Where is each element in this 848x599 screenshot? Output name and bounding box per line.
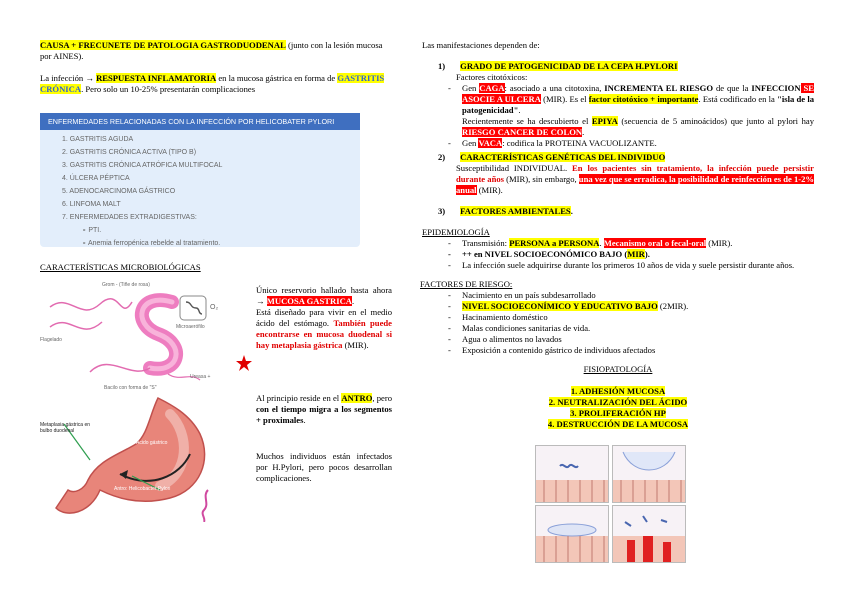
risk-item-socioeconomic [422,301,814,312]
antro-text-a: Al principio reside en el [256,393,342,403]
reinfection-highlight: una vez que se erradica, la posibilidad de reinfección es de 1-2% anual [456,174,815,195]
section-1-title: GRADO DE PATOGENICIDAD DE LA CEPA H.PYLORI [460,61,678,71]
section-genetics [422,152,814,196]
mucosa-highlight: MUCOSA GASTRICA [266,296,352,306]
section-2-number: 2) [438,152,446,162]
microaerofilo-label: Microaerófilo [176,324,205,330]
genetics-paragraph [422,163,814,196]
diagram-step-3 [535,505,609,563]
infection-text-c: . Pero solo un 10-25% presentarán complicaciones [81,84,256,94]
diagram-1-drawing [536,446,608,502]
section-3-number: 3) [438,206,446,216]
caga-text-b: : asociado a una citotoxina, [504,83,605,93]
socioeconomic-text-c: ). [644,249,650,259]
socioeconomic-item [422,249,814,260]
disease-subitem: ∘ Anemia ferropénica rebelde al tratamiento. [82,240,221,248]
reservoir-text-c: Está diseñado para vivir en el medio ácido del estómago. [256,307,392,328]
genetics-text-a: Susceptibilidad INDIVIDUAL. [456,163,573,173]
cause-rest: (junto con la lesión mucosa por AINES). [40,40,383,61]
inflammatory-highlight: RESPUESTA INFLAMATORIA [96,73,217,83]
antro-text-b: , pero [372,393,392,403]
disease-subitem: ∘ PTI. [82,227,102,235]
diagram-3-drawing [536,506,608,562]
section-pathogenicity [422,61,814,149]
reservoir-text-a: Único reservorio hallado hasta ahora → [256,285,392,306]
disease-item: 7. ENFERMEDADES EXTRADIGESTIVAS: [62,214,197,222]
disease-item: 2. GASTRITIS CRÓNICA ACTIVA (TIPO B) [62,149,197,157]
reservoir-text-b: . [351,296,355,306]
ulcer-highlight: SE ASOCIE A ULCERA [462,83,814,104]
bacilo-label: Bacilo con forma de "S" [104,385,157,391]
pathogenicity-island: "isla de la patogenicidad" [462,94,815,115]
epiya-text-b: (secuencia de 5 aminoácidos) que junto al pylori hay [617,116,814,126]
bacillus-illustration [40,282,240,394]
diseases-list [40,130,360,250]
epiya-text-a: Recientemente se ha descubierto el [462,116,592,126]
diagram-step-2 [612,445,686,503]
section-2-title-line [422,152,814,163]
diagram-2-drawing [613,446,685,502]
person-highlight: PERSONA a PERSONA [509,238,600,248]
risk-item: - Nacimiento en un país subdesarrollado [422,290,814,301]
stomach-illustration [40,394,238,522]
cause-paragraph [40,40,392,62]
risk-item: - Hacinamiento doméstico [422,312,814,323]
fisio-step: 3. PROLIFERACIÓN HP [570,408,666,418]
section-3-title: FACTORES AMBIENTALES [460,206,571,216]
section-3-tail: . [570,206,573,216]
colon-cancer-highlight: RIESGO CANCER DE COLON [462,127,583,137]
o2-label: O₂ [210,304,219,311]
metaplasia-label: Metaplasia gástrica en bulbo duodenal [40,422,91,434]
oral-fecal-highlight: Mecanismo oral o fecal-oral [603,238,707,248]
infected-paragraph: Muchos individuos están infectados por H.Pylori, pero pocos desarrollan complicaciones. [256,451,392,483]
risk-item: - Agua o alimentos no lavados [422,334,814,345]
fisiopatologia-list [422,386,814,430]
transmission-item [422,238,814,249]
flagelado-label: Flagelado [40,337,62,343]
risk-title: FACTORES DE RIESGO: [420,279,513,289]
socioeconomic-highlight: NIVEL SOCIOECONÍMICO Y EDUCATIVO BAJO [462,301,658,311]
risk-item: - Malas condiciones sanitarias de vida. [422,323,814,334]
risk-section [422,279,814,356]
risk-item: - Exposición a contenido gástrico de individuos afectados [422,345,814,356]
infection-text-b: en la mucosa gástrica en forma de [216,73,338,83]
fisio-step: 2. NEUTRALIZACIÓN DEL ÁCIDO [548,397,688,407]
transmission-text-c: (MIR). [706,238,733,248]
cytotoxic-list [422,83,814,149]
disease-item: 6. LINFOMA MALT [62,201,121,209]
reservoir-text-d: (MIR). [342,340,369,350]
vaca-text-b: : codifica la PROTEINA VACUOLIZANTE. [502,138,657,148]
infancy-item: - La infección suele adquirirse durante los primeros 10 años de vida y suele persistir durante años. [422,260,814,271]
vaca-text-a: Gen [462,138,479,148]
disease-item: 1. GASTRITIS AGUDA [62,136,134,144]
cytotoxic-factors-label: Factores citotóxicos: [456,72,528,82]
manifestations-intro: Las manifestaciones dependen de: [422,40,540,50]
socioeconomic-rest: (2MIR). [657,301,689,311]
grom-label: Grom - (Tiñe de rosa) [102,282,150,288]
socioeconomic-text-a: ++ en NIVEL SOCIOECONÓMICO BAJO ( [462,249,628,259]
epidemiology-list [422,238,814,271]
cytotoxic-factor-highlight: factor citotóxico + importante [588,94,699,104]
caga-highlight: CAGA [479,83,505,93]
section-2-title: CARACTERÍSTICAS GENÉTICAS DEL INDIVIDUO [460,152,666,162]
infection-paragraph [40,73,392,95]
genetics-text-b: (MIR), sin embargo, [504,174,579,184]
antro-paragraph [256,393,392,426]
migration-bold: con el tiempo migra a los segmentos + proximales [256,404,392,425]
section-3-title-line [422,206,573,217]
antro-highlight: ANTRO [341,393,373,403]
epidemiology-title: EPIDEMIOLOGÍA [422,227,490,237]
persistence-red-text: En los pacientes sin tratamiento, la infección puede persistir durante años [456,163,814,184]
star-icon [236,355,252,371]
caga-text-f: . [518,105,521,115]
caga-text-d: (MIR). Es el [540,94,589,104]
disease-item: 5. ADENOCARCINOMA GÁSTRICO [62,188,176,196]
genetics-text-c: (MIR). [476,185,503,195]
epiya-text-c: . [582,127,585,137]
cause-highlight: CAUSA + FRECUNETE DE PATOLOGIA GASTRODUODENAL [40,40,286,50]
diagram-step-4 [612,505,686,563]
fisio-step: 4. DESTRUCCIÓN DE LA MUCOSA [547,419,689,429]
acido-label: Ácido gástrico [136,440,168,446]
caga-text-c: de que la [713,83,752,93]
gastritis-highlight: GASTRITIS CRÓNICA [40,73,385,94]
stomach-drawing [40,394,238,522]
antro-text-c: . [303,415,306,425]
caga-bold-1: INCREMENTA EL RIESGO [604,83,714,93]
caga-text-a: Gen [462,83,480,93]
transmission-text-b: . [599,238,604,248]
mir-highlight: MIR [627,249,645,259]
microbiology-title: CARACTERÍSTICAS MICROBIOLÓGICAS [40,262,201,272]
diagram-step-1 [535,445,609,503]
antro-label: Antro: Helicobacter Pylori [114,486,171,492]
vaca-item [422,138,814,149]
fisio-step: 1. ADHESIÓN MUCOSA [570,386,666,396]
infection-text-a: La infección → [40,73,97,83]
diagram-4-drawing [613,506,685,562]
diseases-box [40,113,360,247]
fisiopatologia-title: FISIOPATOLOGÍA [583,364,653,374]
transmission-text-a: Transmisión: [462,238,510,248]
disease-item: 4. ÚLCERA PÉPTICA [62,175,130,183]
duodenal-red-text: También puede encontrarse en mucosa duodenal si hay metaplasia gástrica [256,318,392,350]
risk-list [422,290,814,356]
caga-bold-2: INFECCION [751,83,801,93]
section-1-number: 1) [438,61,446,71]
caga-text-e: . Está codificado en la [698,94,778,104]
caga-item [422,83,814,138]
epidemiology-section [422,227,814,271]
disease-item: 3. GASTRITIS CRÓNICA ATRÓFICA MULTIFOCAL [62,162,223,170]
vaca-highlight: VACA [478,138,503,148]
reservoir-paragraph [256,285,392,351]
section-1-title-line [422,61,814,72]
diseases-box-header: ENFERMEDADES RELACIONADAS CON LA INFECCIÓN POR HELICOBATER PYLORI [40,113,360,130]
epiya-highlight: EPIYA [591,116,618,126]
ureasa-label: Ureasa + [190,374,211,380]
